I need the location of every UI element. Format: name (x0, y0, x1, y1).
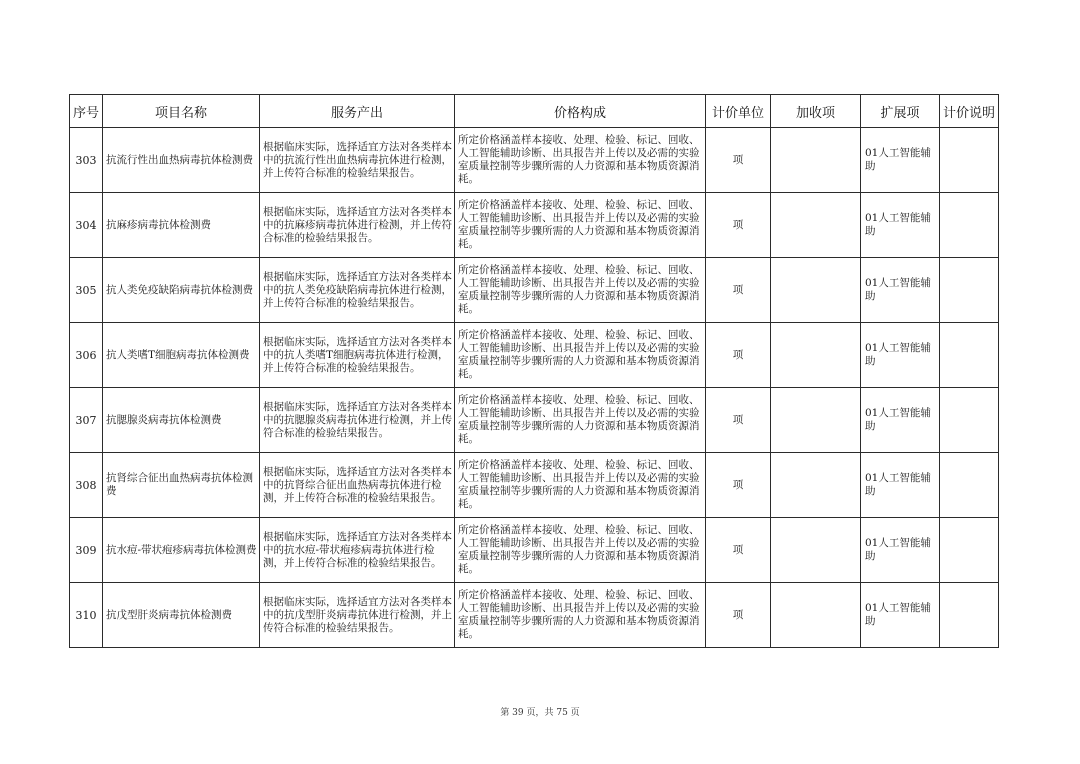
cell-extension: 01人工智能辅助 (861, 518, 940, 583)
cell-unit: 项 (706, 388, 771, 453)
cell-extension: 01人工智能辅助 (861, 258, 940, 323)
cell-extension: 01人工智能辅助 (861, 193, 940, 258)
cell-note (940, 258, 999, 323)
cell-seq: 309 (70, 518, 103, 583)
cell-name: 抗麻疹病毒抗体检测费 (103, 193, 260, 258)
cell-unit: 项 (706, 583, 771, 648)
table-row (70, 128, 999, 193)
table-header-row (70, 95, 999, 128)
cell-note (940, 323, 999, 388)
table-row (70, 453, 999, 518)
cell-extension: 01人工智能辅助 (861, 583, 940, 648)
header-unit: 计价单位 (706, 95, 771, 128)
cell-extension: 01人工智能辅助 (861, 453, 940, 518)
cell-price: 所定价格涵盖样本接收、处理、检验、标记、回收、人工智能辅助诊断、出具报告并上传以及必需的实验室质量控制等步骤所需的人力资源和基本物质资源消耗。 (455, 518, 706, 583)
cell-name: 抗人类嗜T细胞病毒抗体检测费 (103, 323, 260, 388)
cell-unit: 项 (706, 453, 771, 518)
cell-extension: 01人工智能辅助 (861, 388, 940, 453)
cell-addon (771, 453, 861, 518)
page-number: 第 39 页，共 75 页 (500, 708, 580, 718)
cell-name: 抗腮腺炎病毒抗体检测费 (103, 388, 260, 453)
cell-name: 抗人类免疫缺陷病毒抗体检测费 (103, 258, 260, 323)
cell-name: 抗肾综合征出血热病毒抗体检测费 (103, 453, 260, 518)
cell-extension: 01人工智能辅助 (861, 323, 940, 388)
cell-seq: 305 (70, 258, 103, 323)
header-service: 服务产出 (260, 95, 455, 128)
table-row (70, 388, 999, 453)
table-row (70, 258, 999, 323)
cell-name: 抗戊型肝炎病毒抗体检测费 (103, 583, 260, 648)
cell-price: 所定价格涵盖样本接收、处理、检验、标记、回收、人工智能辅助诊断、出具报告并上传以及必需的实验室质量控制等步骤所需的人力资源和基本物质资源消耗。 (455, 258, 706, 323)
cell-note (940, 518, 999, 583)
header-price: 价格构成 (455, 95, 706, 128)
cell-service: 根据临床实际，选择适宜方法对各类样本中的抗人类嗜T细胞病毒抗体进行检测，并上传符合标准的检验结果报告。 (260, 323, 455, 388)
cell-addon (771, 323, 861, 388)
table-row (70, 583, 999, 648)
cell-service: 根据临床实际，选择适宜方法对各类样本中的抗麻疹病毒抗体进行检测，并上传符合标准的检验结果报告。 (260, 193, 455, 258)
cell-seq: 306 (70, 323, 103, 388)
cell-note (940, 388, 999, 453)
header-seq: 序号 (70, 95, 103, 128)
cell-price: 所定价格涵盖样本接收、处理、检验、标记、回收、人工智能辅助诊断、出具报告并上传以及必需的实验室质量控制等步骤所需的人力资源和基本物质资源消耗。 (455, 453, 706, 518)
cell-note (940, 193, 999, 258)
cell-unit: 项 (706, 128, 771, 193)
header-addon: 加收项 (771, 95, 861, 128)
cell-note (940, 583, 999, 648)
cell-price: 所定价格涵盖样本接收、处理、检验、标记、回收、人工智能辅助诊断、出具报告并上传以及必需的实验室质量控制等步骤所需的人力资源和基本物质资源消耗。 (455, 193, 706, 258)
table-row (70, 323, 999, 388)
cell-unit: 项 (706, 193, 771, 258)
cell-seq: 304 (70, 193, 103, 258)
cell-name: 抗水痘-带状疱疹病毒抗体检测费 (103, 518, 260, 583)
pricing-table (69, 94, 999, 648)
cell-seq: 303 (70, 128, 103, 193)
cell-service: 根据临床实际，选择适宜方法对各类样本中的抗戊型肝炎病毒抗体进行检测，并上传符合标准的检验结果报告。 (260, 583, 455, 648)
cell-service: 根据临床实际，选择适宜方法对各类样本中的抗水痘-带状疱疹病毒抗体进行检测，并上传符合标准的检验结果报告。 (260, 518, 455, 583)
cell-service: 根据临床实际，选择适宜方法对各类样本中的抗肾综合征出血热病毒抗体进行检测，并上传符合标准的检验结果报告。 (260, 453, 455, 518)
cell-service: 根据临床实际，选择适宜方法对各类样本中的抗人类免疫缺陷病毒抗体进行检测，并上传符合标准的检验结果报告。 (260, 258, 455, 323)
cell-service: 根据临床实际，选择适宜方法对各类样本中的抗流行性出血热病毒抗体进行检测，并上传符合标准的检验结果报告。 (260, 128, 455, 193)
cell-seq: 307 (70, 388, 103, 453)
cell-service: 根据临床实际，选择适宜方法对各类样本中的抗腮腺炎病毒抗体进行检测，并上传符合标准的检验结果报告。 (260, 388, 455, 453)
cell-name: 抗流行性出血热病毒抗体检测费 (103, 128, 260, 193)
cell-addon (771, 193, 861, 258)
table-row (70, 518, 999, 583)
cell-addon (771, 258, 861, 323)
cell-addon (771, 583, 861, 648)
cell-price: 所定价格涵盖样本接收、处理、检验、标记、回收、人工智能辅助诊断、出具报告并上传以及必需的实验室质量控制等步骤所需的人力资源和基本物质资源消耗。 (455, 583, 706, 648)
cell-seq: 308 (70, 453, 103, 518)
cell-unit: 项 (706, 518, 771, 583)
cell-note (940, 453, 999, 518)
header-name: 项目名称 (103, 95, 260, 128)
cell-price: 所定价格涵盖样本接收、处理、检验、标记、回收、人工智能辅助诊断、出具报告并上传以及必需的实验室质量控制等步骤所需的人力资源和基本物质资源消耗。 (455, 323, 706, 388)
cell-note (940, 128, 999, 193)
cell-addon (771, 388, 861, 453)
cell-unit: 项 (706, 323, 771, 388)
cell-price: 所定价格涵盖样本接收、处理、检验、标记、回收、人工智能辅助诊断、出具报告并上传以及必需的实验室质量控制等步骤所需的人力资源和基本物质资源消耗。 (455, 388, 706, 453)
cell-unit: 项 (706, 258, 771, 323)
pricing-table-container (69, 94, 998, 648)
header-extension: 扩展项 (861, 95, 940, 128)
header-note: 计价说明 (940, 95, 999, 128)
table-row (70, 193, 999, 258)
cell-price: 所定价格涵盖样本接收、处理、检验、标记、回收、人工智能辅助诊断、出具报告并上传以及必需的实验室质量控制等步骤所需的人力资源和基本物质资源消耗。 (455, 128, 706, 193)
cell-seq: 310 (70, 583, 103, 648)
cell-extension: 01人工智能辅助 (861, 128, 940, 193)
cell-addon (771, 518, 861, 583)
cell-addon (771, 128, 861, 193)
